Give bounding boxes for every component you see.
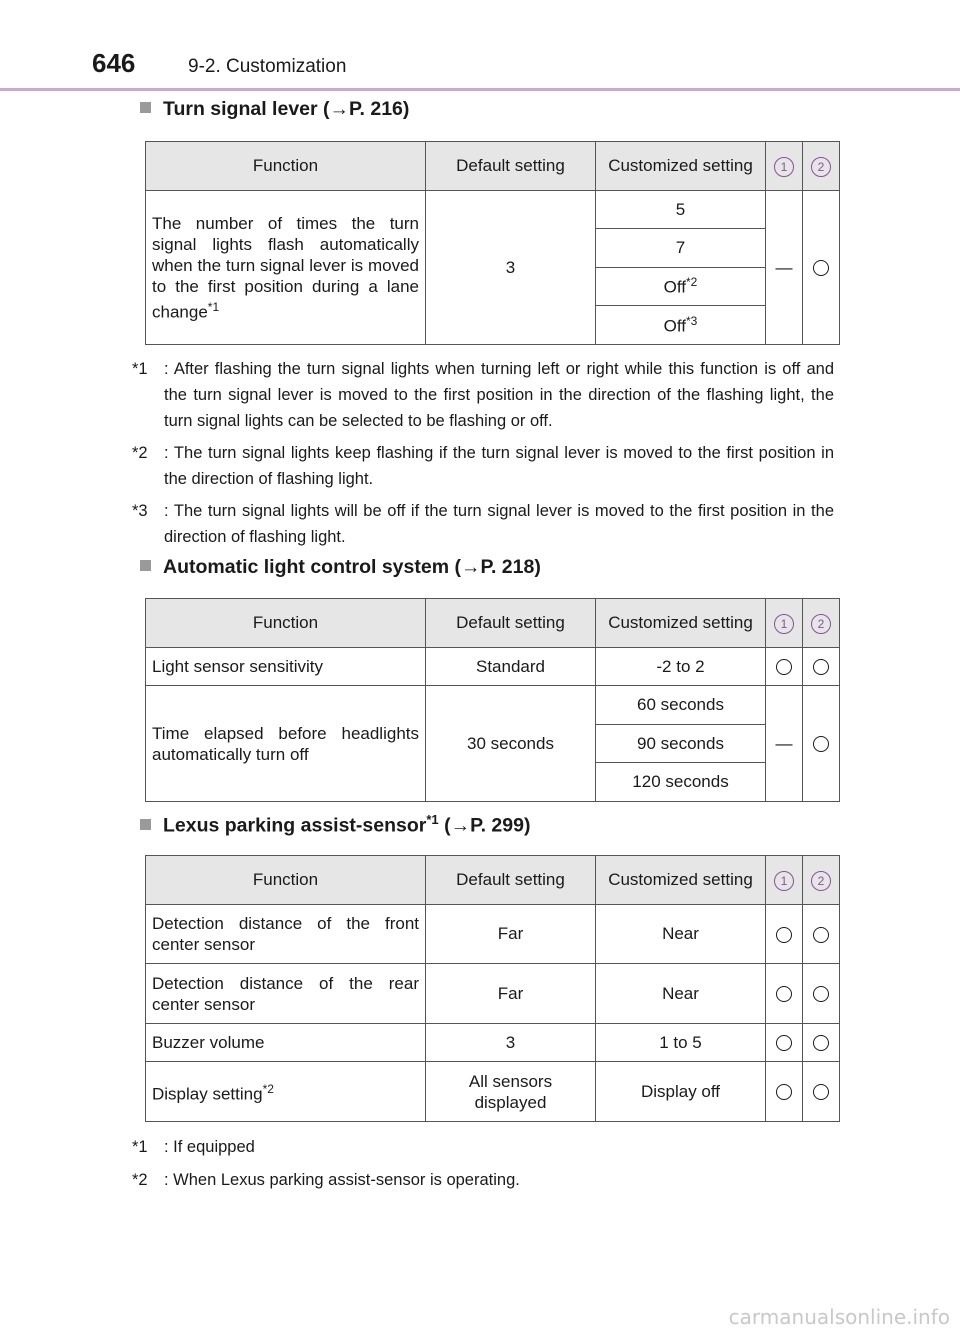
function-cell: The number of times the turn signal lights flash automatically when the turn signal lever is moved to the first position during a lane change$^{*1}$: [146, 191, 426, 345]
option-cell: Off$^{*2}$: [596, 268, 766, 306]
option-cell: Near: [596, 905, 766, 964]
option-cell: Display off: [596, 1062, 766, 1122]
page-number: 646: [92, 48, 136, 78]
col-header-function: Function: [146, 142, 426, 191]
default-cell: Far: [426, 905, 596, 964]
default-cell: 3: [426, 1024, 596, 1062]
option-cell: 1 to 5: [596, 1024, 766, 1062]
turn-signal-table: [145, 141, 840, 345]
page-header: [0, 0, 960, 92]
function-cell: Time elapsed before headlights automatically turn off: [146, 686, 426, 802]
circle-icon: [776, 659, 792, 675]
default-cell: All sensors displayed: [426, 1062, 596, 1122]
col-header-customized: Customized setting: [596, 599, 766, 648]
footnote: *3 : The turn signal lights will be off if the turn signal lever is moved to the first position in the direction of flashing light.: [132, 502, 834, 546]
default-cell: 3: [426, 191, 596, 345]
function-cell: Display setting$^{*2}$: [146, 1062, 426, 1122]
table-row: [146, 964, 840, 1024]
dash-mark: —: [775, 733, 793, 753]
section-title-turn-signal: Turn signal lever (→P. 216): [140, 98, 409, 121]
option-cell: 7: [596, 229, 766, 268]
footnote: *2 : When Lexus parking assist-sensor is operating.: [132, 1171, 520, 1189]
function-cell: Light sensor sensitivity: [146, 648, 426, 686]
circle-icon: [776, 927, 792, 943]
section-title-parking-sensor: Lexus parking assist-sensor$^{*1}$ (→P. 299): [140, 812, 530, 838]
table-row: [146, 686, 840, 725]
table-header-row: [146, 599, 840, 648]
number-1-icon: 1: [774, 871, 794, 891]
footnote: *1 : If equipped: [132, 1138, 255, 1156]
function-cell: Detection distance of the rear center sensor: [146, 964, 426, 1024]
option-cell: Off$^{*3}$: [596, 306, 766, 345]
function-cell: Detection distance of the front center sensor: [146, 905, 426, 964]
option-cell: 5: [596, 191, 766, 229]
number-2-icon: 2: [811, 871, 831, 891]
circle-icon: [776, 1035, 792, 1051]
circle-icon: [776, 986, 792, 1002]
header-rule: [0, 88, 960, 91]
square-bullet-icon: [140, 560, 151, 571]
page-ref-link[interactable]: P. 299): [470, 814, 531, 837]
table-row: [146, 648, 840, 686]
square-bullet-icon: [140, 102, 151, 113]
circle-icon: [813, 659, 829, 675]
option-cell: Near: [596, 964, 766, 1024]
default-cell: Far: [426, 964, 596, 1024]
col-header-default: Default setting: [426, 856, 596, 905]
table-header-row: [146, 856, 840, 905]
table-row: [146, 1024, 840, 1062]
arrow-icon: →: [450, 814, 471, 837]
number-2-icon: 2: [811, 614, 831, 634]
table-row: [146, 191, 840, 229]
number-2-icon: 2: [811, 157, 831, 177]
col-header-default: Default setting: [426, 142, 596, 191]
circle-icon: [776, 1084, 792, 1100]
circle-icon: [813, 1084, 829, 1100]
arrow-icon: →: [329, 98, 350, 120]
number-1-icon: 1: [774, 614, 794, 634]
page-ref-link[interactable]: P. 218): [480, 556, 541, 578]
section-title-auto-light: Automatic light control system (→P. 218): [140, 556, 541, 579]
arrow-icon: →: [460, 556, 481, 578]
col-header-function: Function: [146, 856, 426, 905]
function-cell: Buzzer volume: [146, 1024, 426, 1062]
circle-icon: [813, 736, 829, 752]
circle-icon: [813, 986, 829, 1002]
chapter-title: 9-2. Customization: [188, 56, 347, 77]
page-ref-link[interactable]: P. 216): [349, 98, 410, 120]
col-header-customized: Customized setting: [596, 856, 766, 905]
footnote: *1 : After flashing the turn signal lights when turning left or right while this function is off and the turn signal lever is moved to the first position in the direction of the flashing light, the turn signal lights can be selected to be flashing or off.: [132, 360, 834, 430]
option-cell: 60 seconds: [596, 686, 766, 725]
option-cell: 90 seconds: [596, 725, 766, 763]
number-1-icon: 1: [774, 157, 794, 177]
option-cell: 120 seconds: [596, 763, 766, 802]
parking-sensor-table: [145, 855, 840, 1122]
table-header-row: [146, 142, 840, 191]
footnote: *2 : The turn signal lights keep flashing if the turn signal lever is moved to the first position in the direction of flashing light.: [132, 444, 834, 488]
circle-icon: [813, 260, 829, 276]
default-cell: Standard: [426, 648, 596, 686]
circle-icon: [813, 927, 829, 943]
col-header-customized: Customized setting: [596, 142, 766, 191]
dash-mark: —: [775, 257, 793, 277]
option-cell: -2 to 2: [596, 648, 766, 686]
col-header-default: Default setting: [426, 599, 596, 648]
col-header-function: Function: [146, 599, 426, 648]
table-row: [146, 905, 840, 964]
circle-icon: [813, 1035, 829, 1051]
square-bullet-icon: [140, 819, 151, 830]
auto-light-table: [145, 598, 840, 802]
table-row: [146, 1062, 840, 1122]
watermark: carmanualsonline.info: [728, 1305, 950, 1329]
default-cell: 30 seconds: [426, 686, 596, 802]
